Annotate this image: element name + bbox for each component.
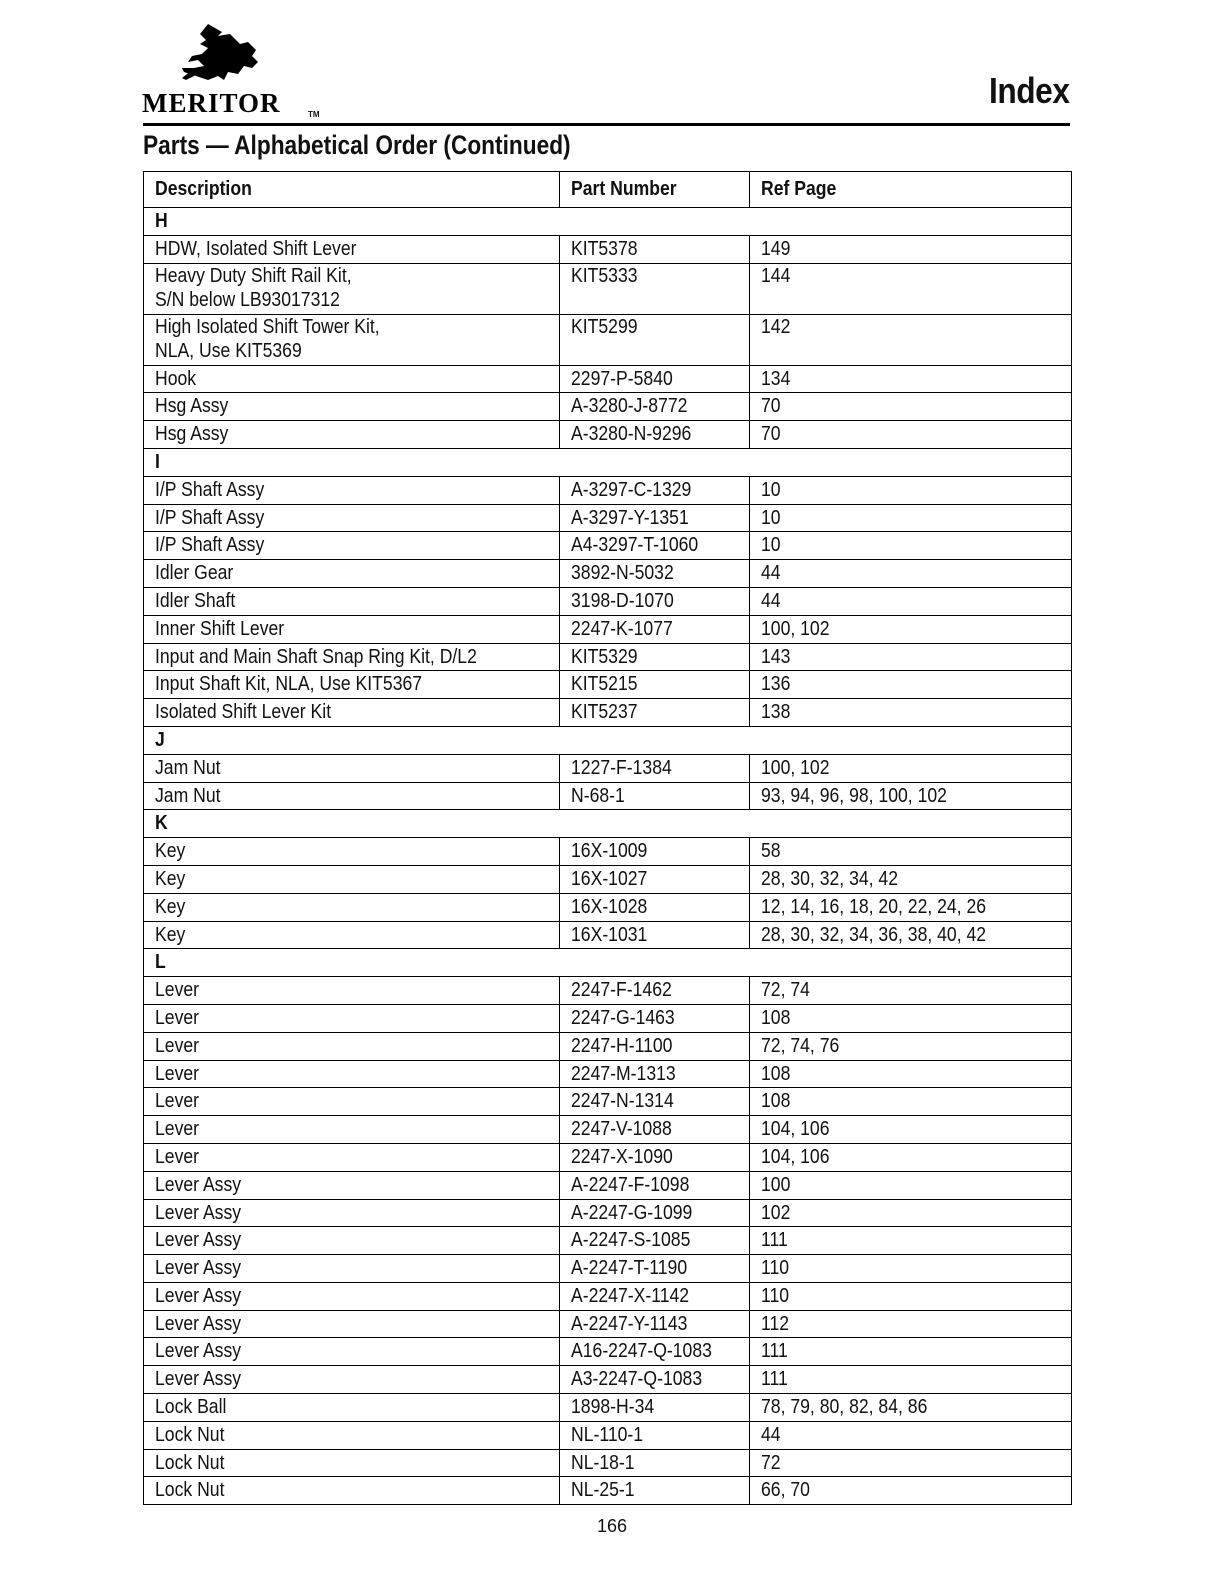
section-letter: K [144,810,1072,838]
description-cell: I/P Shaft Assy [144,504,560,532]
letter-section-row [144,949,1072,977]
table-row [144,1199,1072,1227]
ref-page-cell: 28, 30, 32, 34, 36, 38, 40, 42 [750,921,1072,949]
ref-page-cell: 110 [750,1282,1072,1310]
description-cell: Lever Assy [144,1338,560,1366]
table-row [144,393,1072,421]
section-letter: H [144,208,1072,236]
part-number-cell: A-2247-Y-1143 [560,1310,750,1338]
part-number-cell: 2247-H-1100 [560,1032,750,1060]
ref-page-cell: 66, 70 [750,1477,1072,1505]
description-cell: Jam Nut [144,754,560,782]
table-row [144,476,1072,504]
column-header-description: Description [144,172,560,208]
description-cell: Lever [144,1004,560,1032]
section-title: Parts — Alphabetical Order (Continued) [143,130,571,160]
column-header-ref-page: Ref Page [750,172,1072,208]
parts-table [143,171,1072,1505]
part-number-cell: A-3297-C-1329 [560,476,750,504]
letter-section-row [144,208,1072,236]
table-row [144,1282,1072,1310]
part-number-cell: A-3280-J-8772 [560,393,750,421]
description-cell: Lock Nut [144,1477,560,1505]
section-letter: J [144,726,1072,754]
description-cell: Lever [144,1116,560,1144]
ref-page-cell: 10 [750,532,1072,560]
ref-page-cell: 112 [750,1310,1072,1338]
ref-page-cell: 70 [750,421,1072,449]
description-cell: Lever [144,977,560,1005]
description-cell: Idler Gear [144,560,560,588]
ref-page-cell: 10 [750,504,1072,532]
ref-page-cell: 12, 14, 16, 18, 20, 22, 24, 26 [750,893,1072,921]
table-row [144,1143,1072,1171]
ref-page-cell: 44 [750,587,1072,615]
table-row [144,865,1072,893]
part-number-cell: A-2247-S-1085 [560,1227,750,1255]
description-cell: Lever Assy [144,1255,560,1283]
table-row [144,671,1072,699]
ref-page-cell: 104, 106 [750,1143,1072,1171]
ref-page-cell: 144 [750,263,1072,314]
description-cell: Lever Assy [144,1171,560,1199]
table-row [144,1255,1072,1283]
ref-page-cell: 72, 74, 76 [750,1032,1072,1060]
ref-page-cell: 93, 94, 96, 98, 100, 102 [750,782,1072,810]
table-row [144,782,1072,810]
part-number-cell: KIT5215 [560,671,750,699]
description-cell: Hsg Assy [144,421,560,449]
table-body [144,208,1072,1505]
ref-page-cell: 104, 106 [750,1116,1072,1144]
table-row [144,314,1072,365]
table-row [144,643,1072,671]
table-row [144,615,1072,643]
ref-page-cell: 100, 102 [750,754,1072,782]
part-number-cell: A-2247-F-1098 [560,1171,750,1199]
description-cell: Lever Assy [144,1282,560,1310]
table-row [144,1088,1072,1116]
ref-page-cell: 58 [750,838,1072,866]
ref-page-cell: 138 [750,699,1072,727]
ref-page-cell: 102 [750,1199,1072,1227]
ref-page-cell: 142 [750,314,1072,365]
ref-page-cell: 134 [750,365,1072,393]
ref-page-cell: 149 [750,235,1072,263]
description-cell: Inner Shift Lever [144,615,560,643]
ref-page-cell: 44 [750,560,1072,588]
column-header-part-number: Part Number [560,172,750,208]
table-row [144,1227,1072,1255]
part-number-cell: KIT5333 [560,263,750,314]
ref-page-cell: 143 [750,643,1072,671]
table-row [144,754,1072,782]
description-cell: Lever Assy [144,1366,560,1394]
description-cell: I/P Shaft Assy [144,532,560,560]
part-number-cell: 2247-N-1314 [560,1088,750,1116]
table-header-row [144,172,1072,208]
ref-page-cell: 10 [750,476,1072,504]
bull-logo-icon [178,22,268,88]
table-row [144,1060,1072,1088]
description-cell: Key [144,865,560,893]
part-number-cell: A-2247-G-1099 [560,1199,750,1227]
description-cell: Input Shaft Kit, NLA, Use KIT5367 [144,671,560,699]
part-number-cell: N-68-1 [560,782,750,810]
description-cell: I/P Shaft Assy [144,476,560,504]
part-number-cell: 2247-K-1077 [560,615,750,643]
part-number-cell: A-3297-Y-1351 [560,504,750,532]
description-cell: Lock Ball [144,1394,560,1422]
part-number-cell: KIT5237 [560,699,750,727]
ref-page-cell: 108 [750,1060,1072,1088]
description-cell: Lever [144,1032,560,1060]
part-number-cell: NL-18-1 [560,1449,750,1477]
page-number: 166 [596,1516,628,1536]
table-row [144,977,1072,1005]
letter-section-row [144,726,1072,754]
table-row [144,921,1072,949]
table-row [144,1338,1072,1366]
part-number-cell: KIT5378 [560,235,750,263]
part-number-cell: A-3280-N-9296 [560,421,750,449]
table-row [144,893,1072,921]
table-row [144,1116,1072,1144]
table-row [144,1477,1072,1505]
table-row [144,1421,1072,1449]
table-row [144,1004,1072,1032]
table-row [144,1366,1072,1394]
ref-page-cell: 110 [750,1255,1072,1283]
table-row [144,1171,1072,1199]
description-cell: Lever [144,1060,560,1088]
part-number-cell: 2247-M-1313 [560,1060,750,1088]
part-number-cell: 2247-V-1088 [560,1116,750,1144]
description-cell: Isolated Shift Lever Kit [144,699,560,727]
table-row [144,1394,1072,1422]
table-row [144,1310,1072,1338]
part-number-cell: 3198-D-1070 [560,587,750,615]
part-number-cell: 16X-1027 [560,865,750,893]
description-cell: Lock Nut [144,1449,560,1477]
part-number-cell: NL-25-1 [560,1477,750,1505]
table-row [144,1032,1072,1060]
part-number-cell: A-2247-X-1142 [560,1282,750,1310]
table-row [144,263,1072,314]
part-number-cell: 2247-F-1462 [560,977,750,1005]
part-number-cell: 1227-F-1384 [560,754,750,782]
ref-page-cell: 108 [750,1088,1072,1116]
part-number-cell: 16X-1028 [560,893,750,921]
ref-page-cell: 100, 102 [750,615,1072,643]
ref-page-cell: 108 [750,1004,1072,1032]
description-cell: HDW, Isolated Shift Lever [144,235,560,263]
description-cell: Lever [144,1143,560,1171]
description-cell: High Isolated Shift Tower Kit, NLA, Use KIT5369 [144,314,560,365]
part-number-cell: 2297-P-5840 [560,365,750,393]
section-letter: I [144,448,1072,476]
table-row [144,365,1072,393]
description-cell: Lever Assy [144,1310,560,1338]
part-number-cell: A-2247-T-1190 [560,1255,750,1283]
table-row [144,504,1072,532]
ref-page-cell: 72 [750,1449,1072,1477]
table-row [144,421,1072,449]
part-number-cell: 2247-X-1090 [560,1143,750,1171]
description-cell: Idler Shaft [144,587,560,615]
ref-page-cell: 111 [750,1366,1072,1394]
part-number-cell: 16X-1009 [560,838,750,866]
description-cell: Key [144,838,560,866]
table-row [144,235,1072,263]
part-number-cell: KIT5329 [560,643,750,671]
ref-page-cell: 44 [750,1421,1072,1449]
description-cell: Hook [144,365,560,393]
letter-section-row [144,448,1072,476]
table-row [144,838,1072,866]
part-number-cell: 3892-N-5032 [560,560,750,588]
ref-page-cell: 136 [750,671,1072,699]
letter-section-row [144,810,1072,838]
part-number-cell: 16X-1031 [560,921,750,949]
header-rule [143,123,1070,126]
logo-trademark: TM [308,110,320,119]
table-row [144,560,1072,588]
ref-page-cell: 70 [750,393,1072,421]
ref-page-cell: 111 [750,1227,1072,1255]
meritor-logo [142,22,342,119]
description-cell: Lever Assy [144,1199,560,1227]
section-letter: L [144,949,1072,977]
table-row [144,587,1072,615]
part-number-cell: KIT5299 [560,314,750,365]
table-row [144,699,1072,727]
description-cell: Heavy Duty Shift Rail Kit, S/N below LB93017312 [144,263,560,314]
ref-page-cell: 28, 30, 32, 34, 42 [750,865,1072,893]
ref-page-cell: 100 [750,1171,1072,1199]
description-cell: Key [144,921,560,949]
description-cell: Input and Main Shaft Snap Ring Kit, D/L2 [144,643,560,671]
part-number-cell: 1898-H-34 [560,1394,750,1422]
description-cell: Hsg Assy [144,393,560,421]
page-title: Index [989,70,1070,111]
part-number-cell: A3-2247-Q-1083 [560,1366,750,1394]
part-number-cell: A16-2247-Q-1083 [560,1338,750,1366]
table-row [144,1449,1072,1477]
description-cell: Jam Nut [144,782,560,810]
part-number-cell: 2247-G-1463 [560,1004,750,1032]
description-cell: Lever [144,1088,560,1116]
description-cell: Lock Nut [144,1421,560,1449]
ref-page-cell: 72, 74 [750,977,1072,1005]
ref-page-cell: 111 [750,1338,1072,1366]
ref-page-cell: 78, 79, 80, 82, 84, 86 [750,1394,1072,1422]
logo-wordmark: MERITOR [142,88,281,118]
description-cell: Lever Assy [144,1227,560,1255]
description-cell: Key [144,893,560,921]
part-number-cell: NL-110-1 [560,1421,750,1449]
table-row [144,532,1072,560]
part-number-cell: A4-3297-T-1060 [560,532,750,560]
